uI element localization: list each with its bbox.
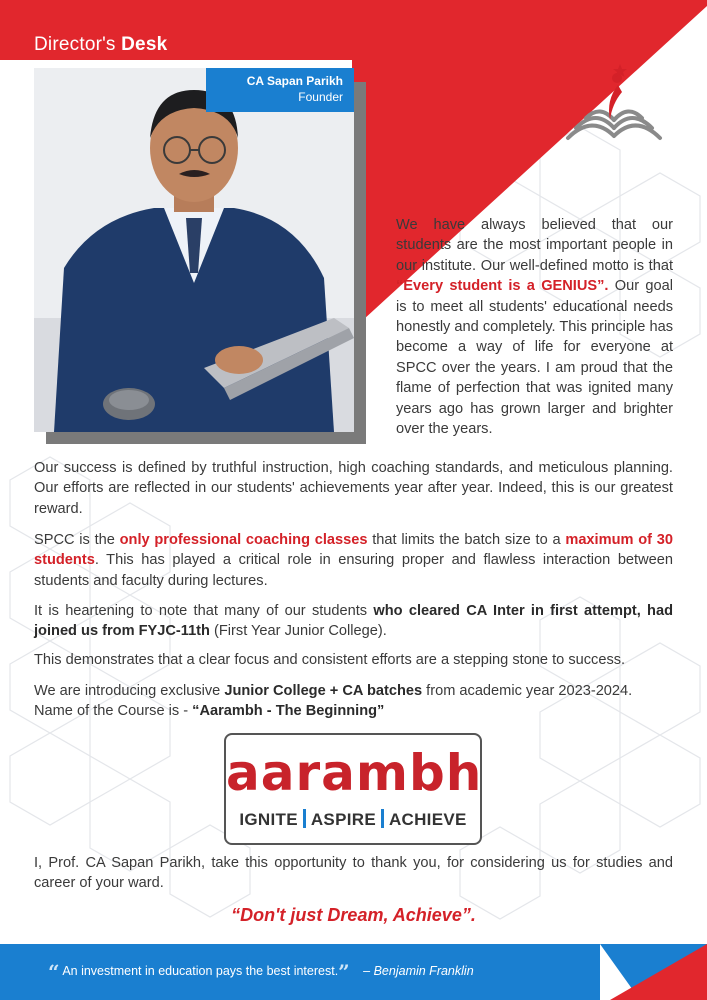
page-title-light: Director's (34, 34, 116, 55)
close-quote-icon: ” (338, 960, 350, 984)
success-paragraph: Our success is defined by truthful instruction, high coaching standards, and meticulous planning. Our efforts are reflected in our students' achievements year after year. Indeed, this is our greatest reward. (34, 460, 673, 517)
aarambh-wordmark: aarambh (226, 744, 483, 802)
results-text-c: (First Year Junior College). (209, 623, 387, 640)
director-name: CA Sapan Parikh (246, 74, 343, 88)
open-quote-icon: “ (48, 960, 60, 984)
thanks-paragraph: I, Prof. CA Sapan Parikh, take this opportunity to thank you, for considering us for studies and career of your ward. (34, 855, 673, 892)
course-name-label: Name of the Course is - (34, 703, 193, 720)
batch-paragraph (34, 530, 673, 591)
spcc-logo-icon (562, 56, 666, 156)
course-name: “Aarambh - The Beginning” (192, 703, 385, 720)
intro-text: We have always believed that our students are the most important people in our institute. Our well-defined motto is that (396, 217, 673, 274)
course-bold: Junior College + CA batches (224, 683, 423, 699)
tagline-aspire: ASPIRE (310, 810, 376, 829)
intro-paragraph (396, 215, 673, 439)
tagline-separator (303, 809, 306, 828)
footer-author: – Benjamin Franklin (363, 964, 474, 978)
page-title-bold: Desk (121, 34, 168, 55)
name-tag (206, 68, 354, 112)
slogan: “Don't just Dream, Achieve”. (231, 905, 476, 925)
tagline-achieve: ACHIEVE (388, 810, 467, 829)
intro-text-cont: Our goal is to meet all students' educational needs honestly and completely. This principle has become a way of life for everyone at SPCC over the years. I am proud that the flame of perfection that was ignited many years ago has grown larger and brighter over the years. (396, 278, 673, 438)
batch-highlight-2: maximum of 30 students (34, 532, 673, 569)
footer-quote (48, 960, 474, 984)
results-text-a: It is heartening to note that many of our students (34, 603, 374, 619)
results-bold: who cleared CA Inter in first attempt, had joined us from FYJC-11th (34, 603, 673, 640)
footer-quote-text: An investment in education pays the best interest. (62, 964, 339, 978)
tagline-ignite: IGNITE (239, 810, 298, 829)
motto-highlight: “Every student is a GENIUS”. (396, 278, 609, 295)
batch-text-a: SPCC is the (34, 532, 120, 548)
director-photo (34, 68, 354, 432)
course-paragraph (34, 681, 673, 722)
aarambh-logo-box (224, 733, 482, 845)
director-illustration (34, 68, 354, 432)
focus-paragraph: This demonstrates that a clear focus and consistent efforts are a stepping stone to success. (34, 652, 626, 668)
batch-highlight-1: only professional coaching classes (119, 532, 368, 548)
course-text-c: from academic year 2023-2024. (422, 683, 633, 699)
results-paragraph (34, 601, 673, 642)
course-text-a: We are introducing exclusive (34, 683, 225, 699)
batch-text-c: that limits the batch size to a (367, 532, 566, 548)
aarambh-tagline (226, 809, 480, 830)
director-role: Founder (298, 90, 343, 104)
tagline-separator (381, 809, 384, 828)
page-title (34, 34, 167, 56)
batch-text-e: . This has played a critical role in ensuring proper and flawless interaction between students and faculty during lectures. (34, 552, 673, 589)
